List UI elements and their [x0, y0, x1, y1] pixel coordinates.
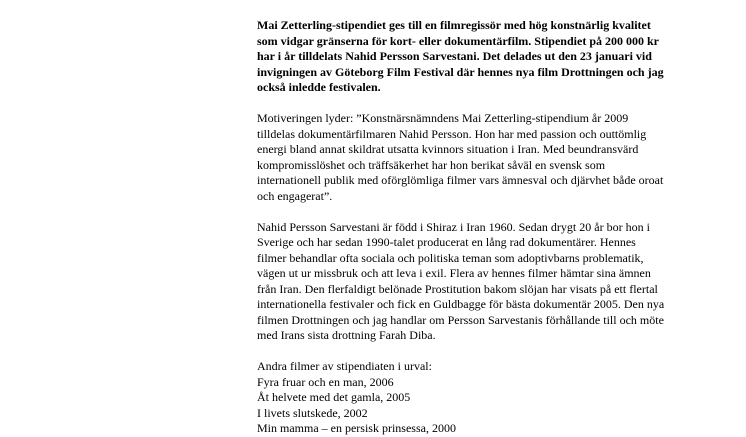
lead-line: som vidgar gränserna för kort- eller dokumentärfilm. Stipendiet på 200 000 kr	[257, 33, 659, 48]
bio-line: från Iran. Den flerfaldigt belönade Prostitution bakom slöjan har visats på ett flertal	[257, 281, 658, 296]
motivation-line: tilldelas dokumentärfilmaren Nahid Persson. Hon har med passion och outtömlig	[257, 126, 647, 141]
bio-line: internationella festivaler och fick en Guldbagge för bästa dokumentär 2005. Den nya	[257, 297, 665, 311]
lead-line: också inledde festivalen.	[257, 80, 381, 94]
bio-line: med Irans sista drottning Farah Diba.	[257, 328, 436, 342]
film-item: Fyra fruar och en man, 2006	[257, 374, 394, 389]
spacer	[257, 344, 697, 360]
films-heading: Andra filmer av stipendiaten i urval:	[257, 359, 432, 373]
film-item: Min mamma – en persisk prinsessa, 2000	[257, 421, 456, 435]
motivation-line: energi bland annat skildrat utsatta kvinnors situation i Iran. Med beundransvärd	[257, 142, 639, 156]
bio-line: filmer behandlar ofta sociala och politiska teman som adoptivbarns problematik,	[257, 250, 644, 265]
film-item: Åt helvete med det gamla, 2005	[257, 390, 411, 404]
spacer	[257, 3, 697, 19]
bio-paragraph	[257, 220, 697, 344]
lead-line: har i år tilldelats Nahid Persson Sarvestani. Det delades ut den 23 januari vid	[257, 49, 652, 63]
document-page	[257, 0, 697, 437]
motivation-paragraph	[257, 111, 697, 204]
film-item: I livets slutskede, 2002	[257, 405, 368, 420]
motivation-line: internationell publik med oförglömliga filmer vars ämnesval och djärvhet både oroat	[257, 173, 664, 187]
motivation-line: kompromisslöshet och träffsäkerhet har hon berikat såväl en svensk som	[257, 157, 606, 172]
lead-paragraph	[257, 18, 697, 96]
motivation-line: Motiveringen lyder: ”Konstnärsnämndens Mai Zetterling-stipendium år 2009	[257, 111, 629, 125]
motivation-line: och engagerat”.	[257, 188, 333, 203]
bio-line: filmen Drottningen och jag handlar om Persson Sarvestanis förhållande till och möte	[257, 312, 664, 327]
spacer	[257, 204, 697, 220]
lead-line: Mai Zetterling-stipendiet ges till en filmregissör med hög konstnärlig kvalitet	[257, 18, 651, 32]
bio-line: vägen ut ur missbruk och att leva i exil. Flera av hennes filmer hämtar sina ämnen	[257, 266, 651, 280]
films-list	[257, 359, 697, 437]
bio-line: Nahid Persson Sarvestani är född i Shiraz i Iran 1960. Sedan drygt 20 år bor hon i	[257, 219, 650, 234]
lead-line: invigningen av Göteborg Film Festival där hennes nya film Drottningen och jag	[257, 64, 664, 79]
bio-line: Sverige och har sedan 1990-talet producerat en lång rad dokumentärer. Hennes	[257, 235, 636, 249]
spacer	[257, 96, 697, 112]
